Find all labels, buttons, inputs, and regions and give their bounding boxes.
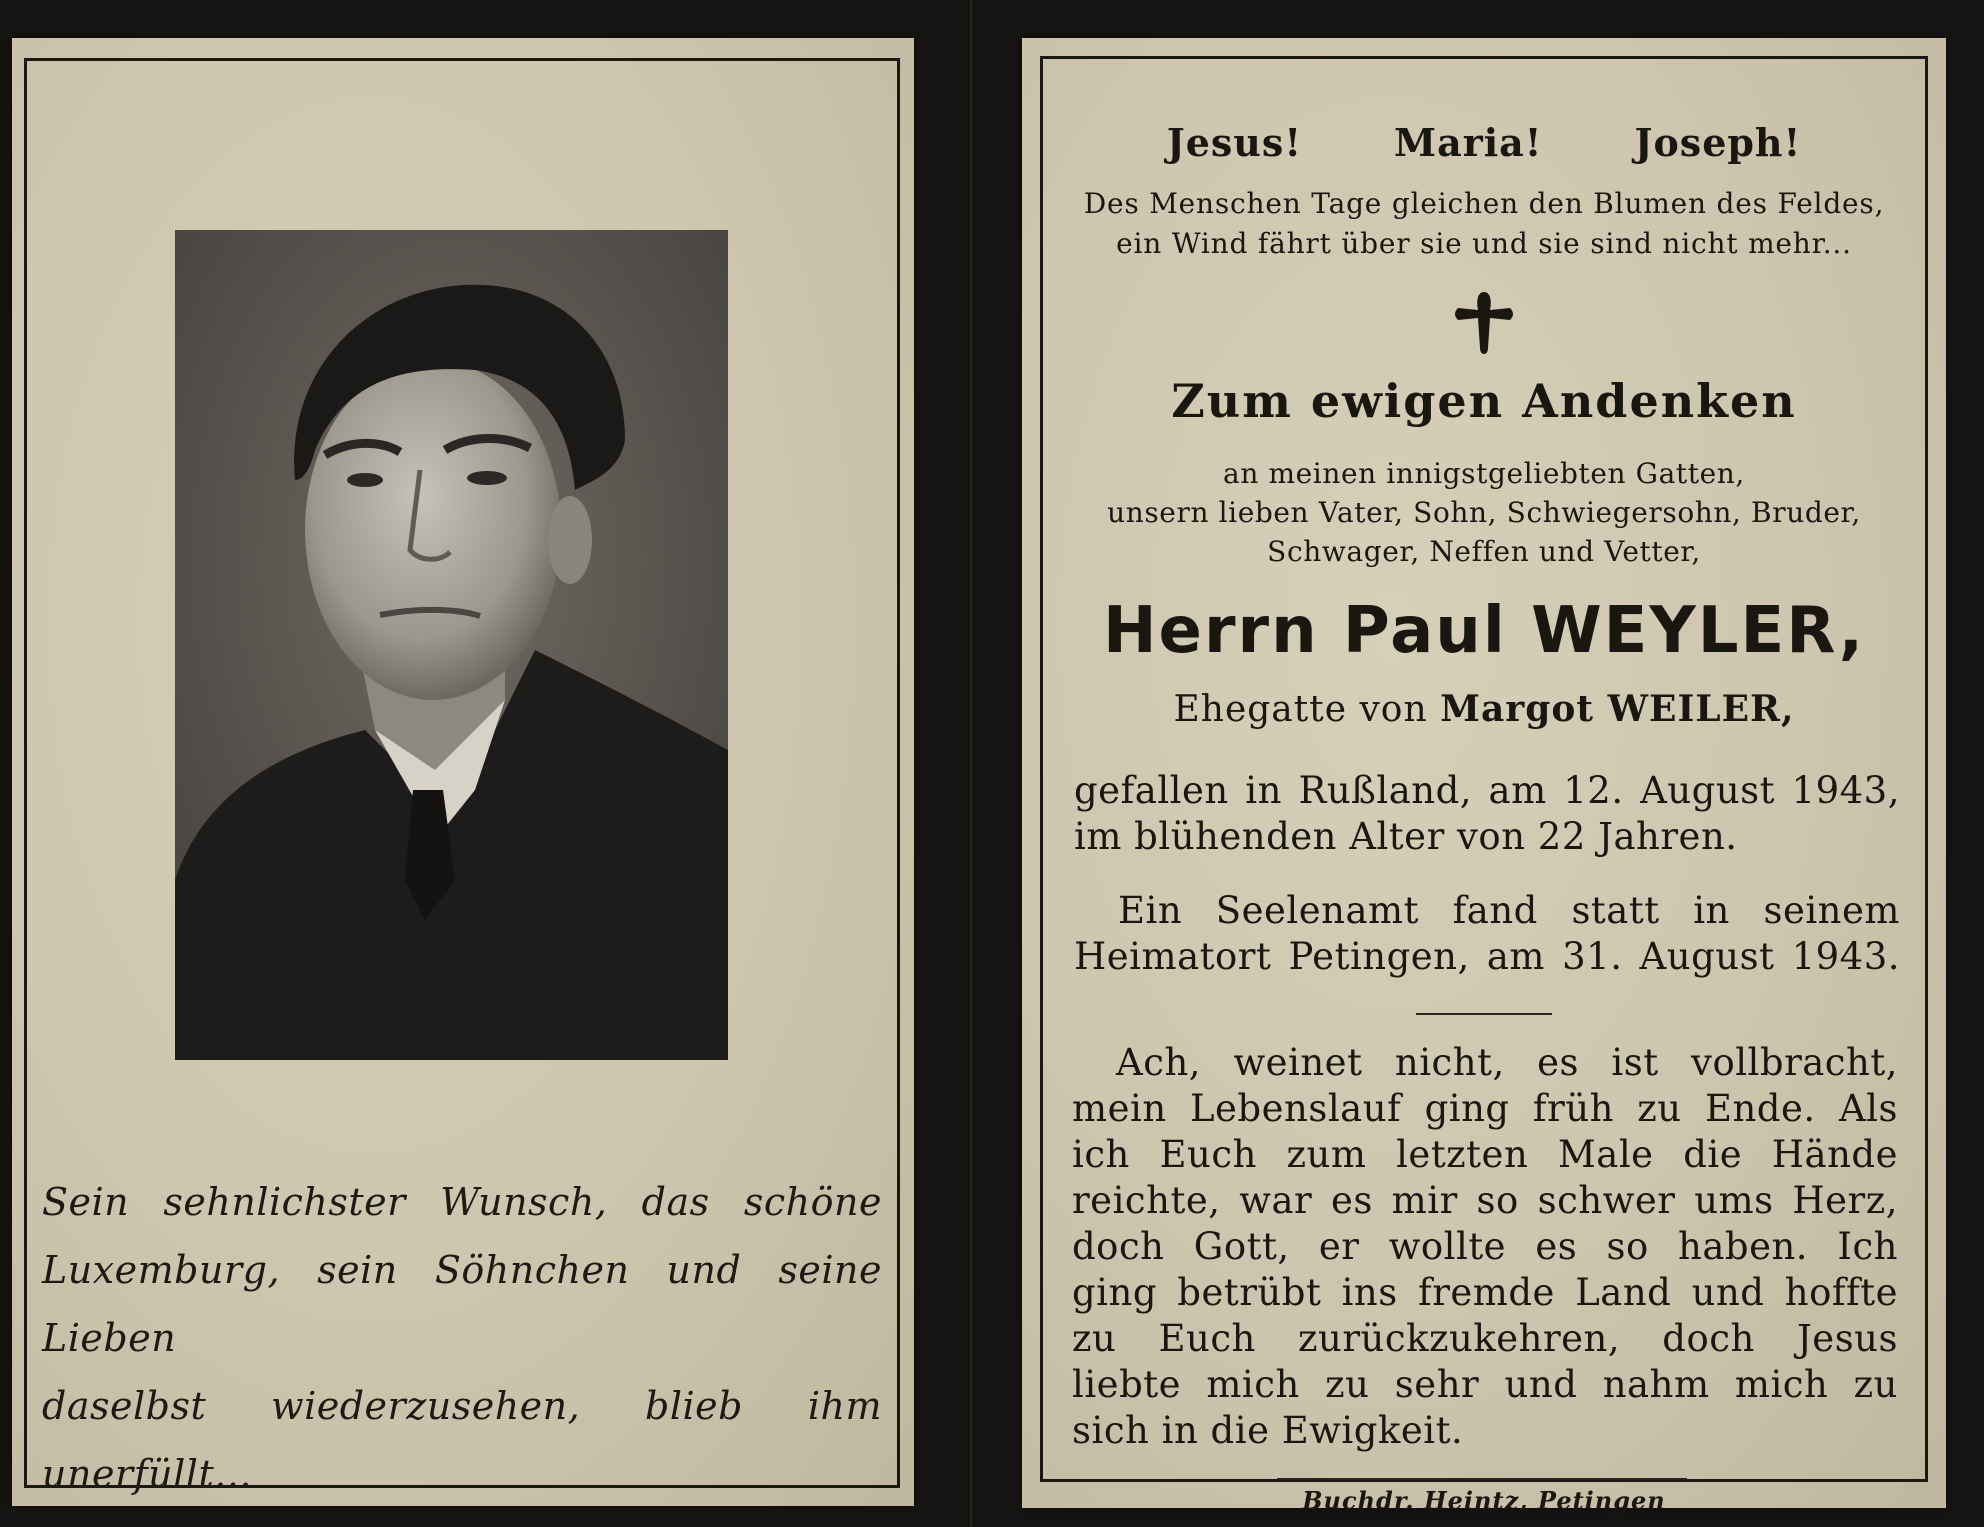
dedication-intro [1072, 454, 1896, 571]
caption-line: Luxemburg, sein Söhnchen und seine Lieben [42, 1248, 882, 1360]
poem-line: liebte mich zu sehr und nahm mich zu [1072, 1363, 1898, 1406]
printer-credit: Buchdr. Heintz, Petingen [1302, 1486, 1666, 1515]
poem-line: Ach, weinet nicht, es ist vollbracht, [1116, 1041, 1898, 1084]
poem-line: sich in die Ewigkeit. [1072, 1409, 1464, 1452]
verse-line: ein Wind fährt über sie und sie sind nicht mehr... [1116, 227, 1852, 260]
poem-line: reichte, war es mir so schwer ums Herz, [1072, 1179, 1898, 1222]
memorial-caption [42, 1168, 882, 1508]
farewell-poem [1072, 1040, 1898, 1454]
intro-line: an meinen innigstgeliebten Gatten, [1223, 457, 1745, 490]
poem-line: doch Gott, er wollte es so haben. Ich [1072, 1225, 1898, 1268]
death-line: gefallen in Rußland, am 12. August 1943, [1074, 769, 1900, 812]
scripture-verse [1082, 184, 1886, 264]
divider [1416, 1013, 1552, 1015]
spouse-prefix: Ehegatte von [1173, 689, 1428, 730]
death-details [1074, 768, 1900, 860]
invocation-jesus: Jesus! [1166, 120, 1303, 165]
portrait-photo [175, 230, 728, 1060]
deceased-name: Herrn Paul WEYLER, [1102, 594, 1866, 668]
spouse-line [1022, 688, 1946, 730]
requiem-mass-notice [1074, 888, 1900, 980]
card-fold [968, 0, 974, 1527]
poem-line: zu Euch zurückzukehren, doch Jesus [1072, 1317, 1898, 1360]
cross-icon [1022, 286, 1946, 366]
mass-line: Heimatort Petingen, am 31. August 1943. [1074, 935, 1900, 978]
memorial-card-left [12, 38, 914, 1506]
memorial-heading: Zum ewigen Andenken [1171, 374, 1797, 428]
intro-line: Schwager, Neffen und Vetter, [1267, 535, 1701, 568]
divider [1277, 1478, 1687, 1480]
invocation [1022, 120, 1946, 170]
caption-line: Sein sehnlichster Wunsch, das schöne [42, 1180, 882, 1224]
verse-line: Des Menschen Tage gleichen den Blumen des Feldes, [1083, 187, 1885, 220]
mass-line: Ein Seelenamt fand statt in seinem [1118, 889, 1900, 932]
age-line: im blühenden Alter von 22 Jahren. [1074, 815, 1738, 858]
invocation-maria: Maria! [1394, 120, 1543, 165]
poem-line: ich Euch zum letzten Male die Hände [1072, 1133, 1898, 1176]
poem-line: mein Lebenslauf ging früh zu Ende. Als [1072, 1087, 1898, 1130]
memorial-card-right [1022, 38, 1946, 1515]
spouse-name: Margot WEILER, [1440, 688, 1795, 730]
intro-line: unsern lieben Vater, Sohn, Schwiegersohn, Bruder, [1107, 496, 1861, 529]
poem-line: ging betrübt ins fremde Land und hoffte [1072, 1271, 1898, 1314]
invocation-joseph: Joseph! [1634, 120, 1802, 165]
caption-line: daselbst wiederzusehen, blieb ihm unerfüllt... [42, 1384, 882, 1496]
